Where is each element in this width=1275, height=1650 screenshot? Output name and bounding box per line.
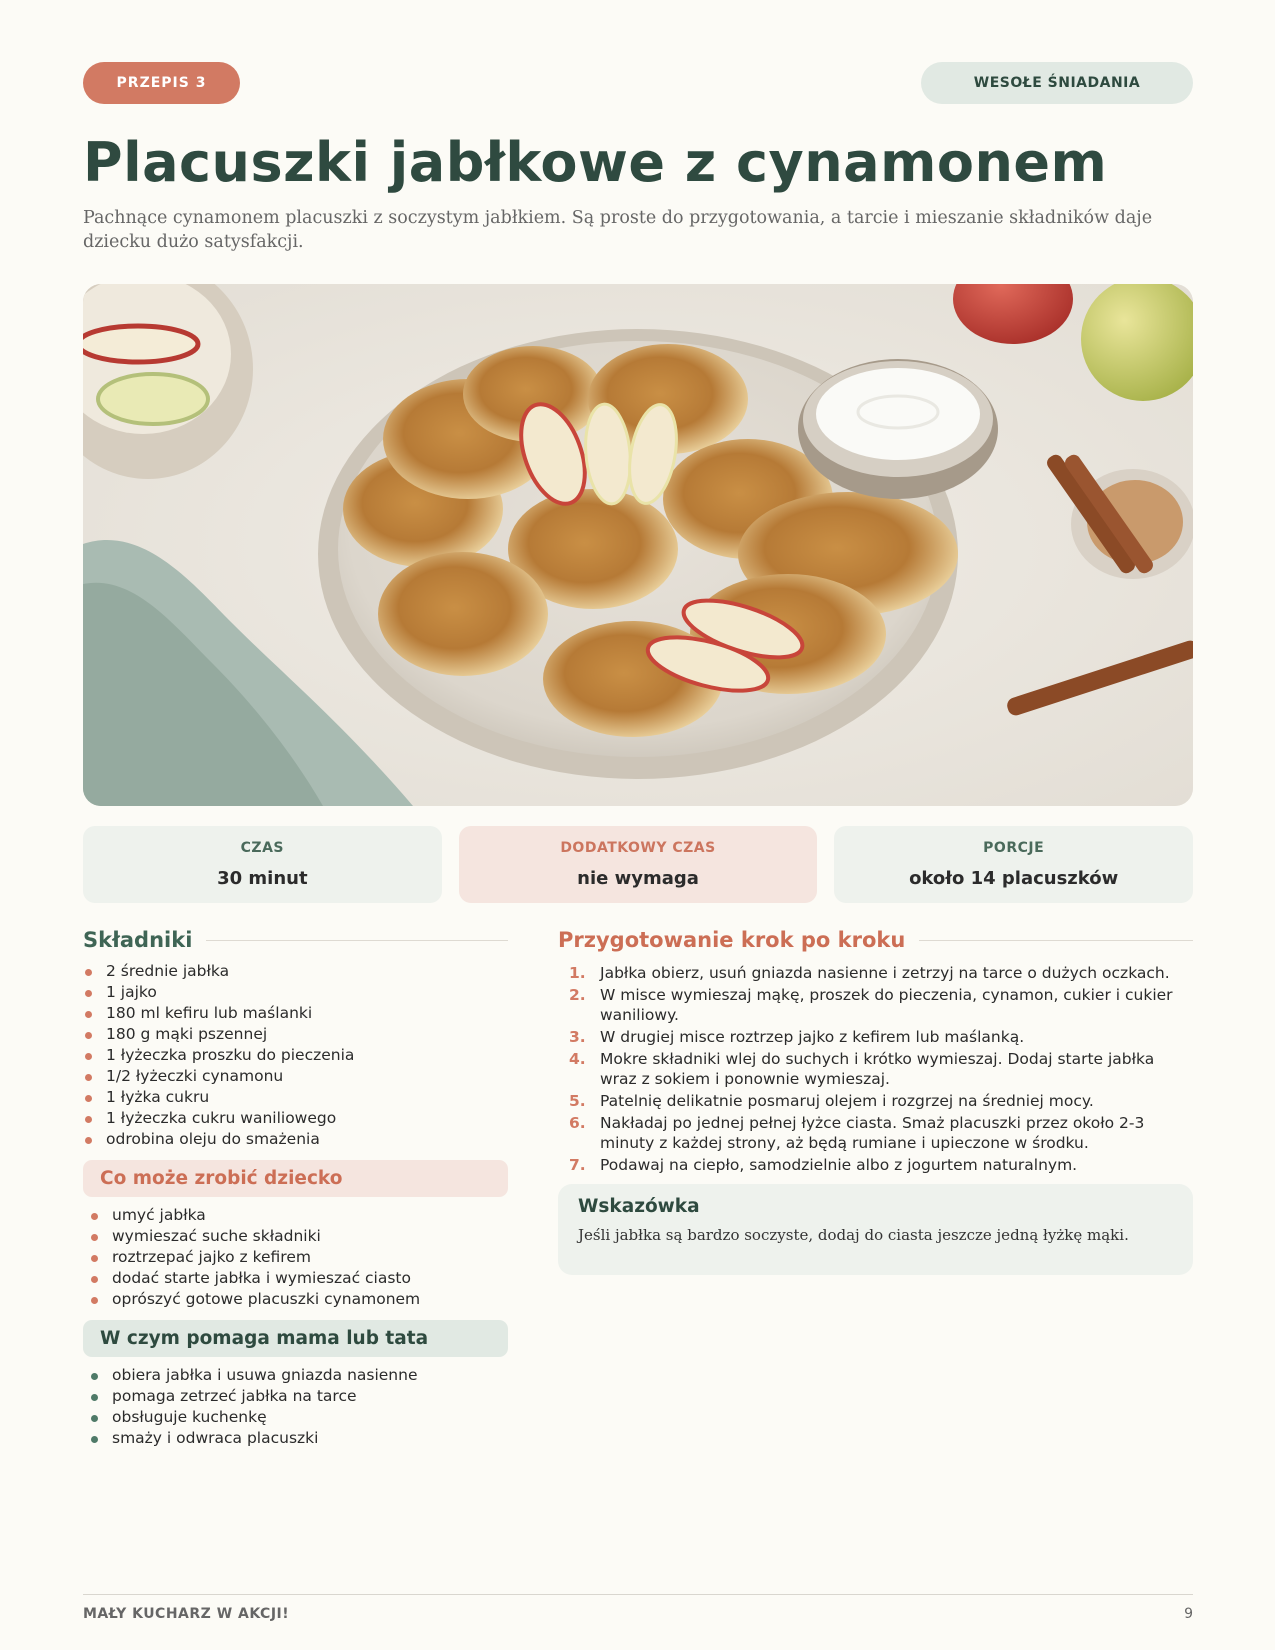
step-number: 5. <box>569 1092 586 1111</box>
recipe-stats <box>83 826 1193 903</box>
preparation-steps <box>558 963 1193 1175</box>
stat-servings-label: PORCJE <box>983 840 1045 857</box>
ingredient-item: 1 łyżka cukru <box>83 1087 508 1108</box>
step-number: 6. <box>569 1114 586 1133</box>
step-text: Jabłka obierz, usuń gniazda nasienne i zetrzyj na tarce o dużych oczkach. <box>600 964 1170 983</box>
parent-task-item: pomaga zetrzeć jabłka na tarce <box>83 1386 508 1407</box>
footer-brand: MAŁY KUCHARZ W AKCJI! <box>83 1606 290 1622</box>
child-task-item: roztrzepać jajko z kefirem <box>83 1247 508 1268</box>
parent-task-item: obiera jabłka i usuwa gniazda nasienne <box>83 1365 508 1386</box>
step-item <box>558 985 1193 1025</box>
parent-tasks-heading: W czym pomaga mama lub tata <box>83 1320 508 1357</box>
ingredients-list <box>83 961 508 1150</box>
stat-time-label: CZAS <box>240 840 284 857</box>
child-tasks-heading: Co może zrobić dziecko <box>83 1160 508 1197</box>
ingredient-item: 180 g mąki pszennej <box>83 1024 508 1045</box>
step-number: 4. <box>569 1050 586 1069</box>
recipe-subtitle: Pachnące cynamonem placuszki z soczystym jabłkiem. Są proste do przygotowania, a tarcie i mieszanie składników daje dziecku dużo satysfakcji. <box>83 208 1153 253</box>
child-task-item: oprószyć gotowe placuszki cynamonem <box>83 1289 508 1310</box>
step-item <box>558 1113 1193 1153</box>
stat-time-value: 30 minut <box>217 868 308 890</box>
child-task-item: wymieszać suche składniki <box>83 1226 508 1247</box>
step-number: 2. <box>569 986 586 1005</box>
ingredient-item: 1/2 łyżeczki cynamonu <box>83 1066 508 1087</box>
ingredient-item: 2 średnie jabłka <box>83 961 508 982</box>
step-number: 1. <box>569 964 586 983</box>
ingredients-header <box>83 927 508 953</box>
ingredient-item: 1 jajko <box>83 982 508 1003</box>
step-item <box>558 1049 1193 1089</box>
ingredient-item: 1 łyżeczka proszku do pieczenia <box>83 1045 508 1066</box>
recipe-page <box>83 62 1193 1449</box>
recipe-title: Placuszki jabłkowe z cynamonem <box>83 131 1108 194</box>
page-number: 9 <box>1184 1606 1193 1622</box>
preparation-header <box>558 927 1193 953</box>
step-item <box>558 963 1193 983</box>
tip-text: Jeśli jabłka są bardzo soczyste, dodaj do ciasta jeszcze jedną łyżkę mąki. <box>578 1226 1129 1245</box>
tip-box <box>558 1184 1193 1275</box>
right-column <box>558 927 1193 1449</box>
stat-extra-time-label: DODATKOWY CZAS <box>560 840 716 857</box>
child-task-item: umyć jabłka <box>83 1205 508 1226</box>
step-text: Nakładaj po jednej pełnej łyżce ciasta. Smaż placuszki przez około 2-3 minuty z każdej strony, aż będą rumiane i upieczone w środku. <box>600 1114 1145 1153</box>
stat-extra-time-value: nie wymaga <box>577 868 699 890</box>
section-divider <box>206 940 508 941</box>
left-column <box>83 927 508 1449</box>
step-text: Mokre składniki wlej do suchych i krótko wymieszaj. Dodaj starte jabłka wraz z sokiem i ponownie wymieszaj. <box>600 1050 1155 1089</box>
step-item <box>558 1155 1193 1175</box>
recipe-photo <box>83 284 1193 806</box>
step-text: Patelnię delikatnie posmaruj olejem i rozgrzej na średniej mocy. <box>600 1092 1094 1111</box>
section-divider <box>919 940 1193 941</box>
child-task-item: dodać starte jabłka i wymieszać ciasto <box>83 1268 508 1289</box>
ingredient-item: 1 łyżeczka cukru waniliowego <box>83 1108 508 1129</box>
stat-time <box>83 826 442 903</box>
parent-tasks-list <box>83 1365 508 1449</box>
parent-task-item: obsługuje kuchenkę <box>83 1407 508 1428</box>
stat-servings <box>834 826 1193 903</box>
tip-heading: Wskazówka <box>578 1196 700 1218</box>
step-text: W misce wymieszaj mąkę, proszek do pieczenia, cynamon, cukier i cukier waniliowy. <box>600 986 1173 1025</box>
step-item <box>558 1091 1193 1111</box>
step-text: W drugiej misce roztrzep jajko z kefirem lub maślanką. <box>600 1028 1025 1047</box>
parent-task-item: smaży i odwraca placuszki <box>83 1428 508 1449</box>
category-badge: WESOŁE ŚNIADANIA <box>921 62 1193 104</box>
ingredients-heading: Składniki <box>83 928 193 953</box>
stat-servings-value: około 14 placuszków <box>909 868 1119 890</box>
preparation-heading: Przygotowanie krok po kroku <box>558 928 906 953</box>
step-text: Podawaj na ciepło, samodzielnie albo z jogurtem naturalnym. <box>600 1156 1078 1175</box>
page-footer <box>83 1594 1193 1622</box>
content-columns <box>83 927 1193 1449</box>
step-number: 3. <box>569 1028 586 1047</box>
ingredient-item: 180 ml kefiru lub maślanki <box>83 1003 508 1024</box>
stat-extra-time <box>459 826 818 903</box>
step-item <box>558 1027 1193 1047</box>
step-number: 7. <box>569 1156 586 1175</box>
top-bar <box>83 62 1193 104</box>
ingredient-item: odrobina oleju do smażenia <box>83 1129 508 1150</box>
recipe-number-badge: PRZEPIS 3 <box>83 62 240 104</box>
child-tasks-list <box>83 1205 508 1310</box>
